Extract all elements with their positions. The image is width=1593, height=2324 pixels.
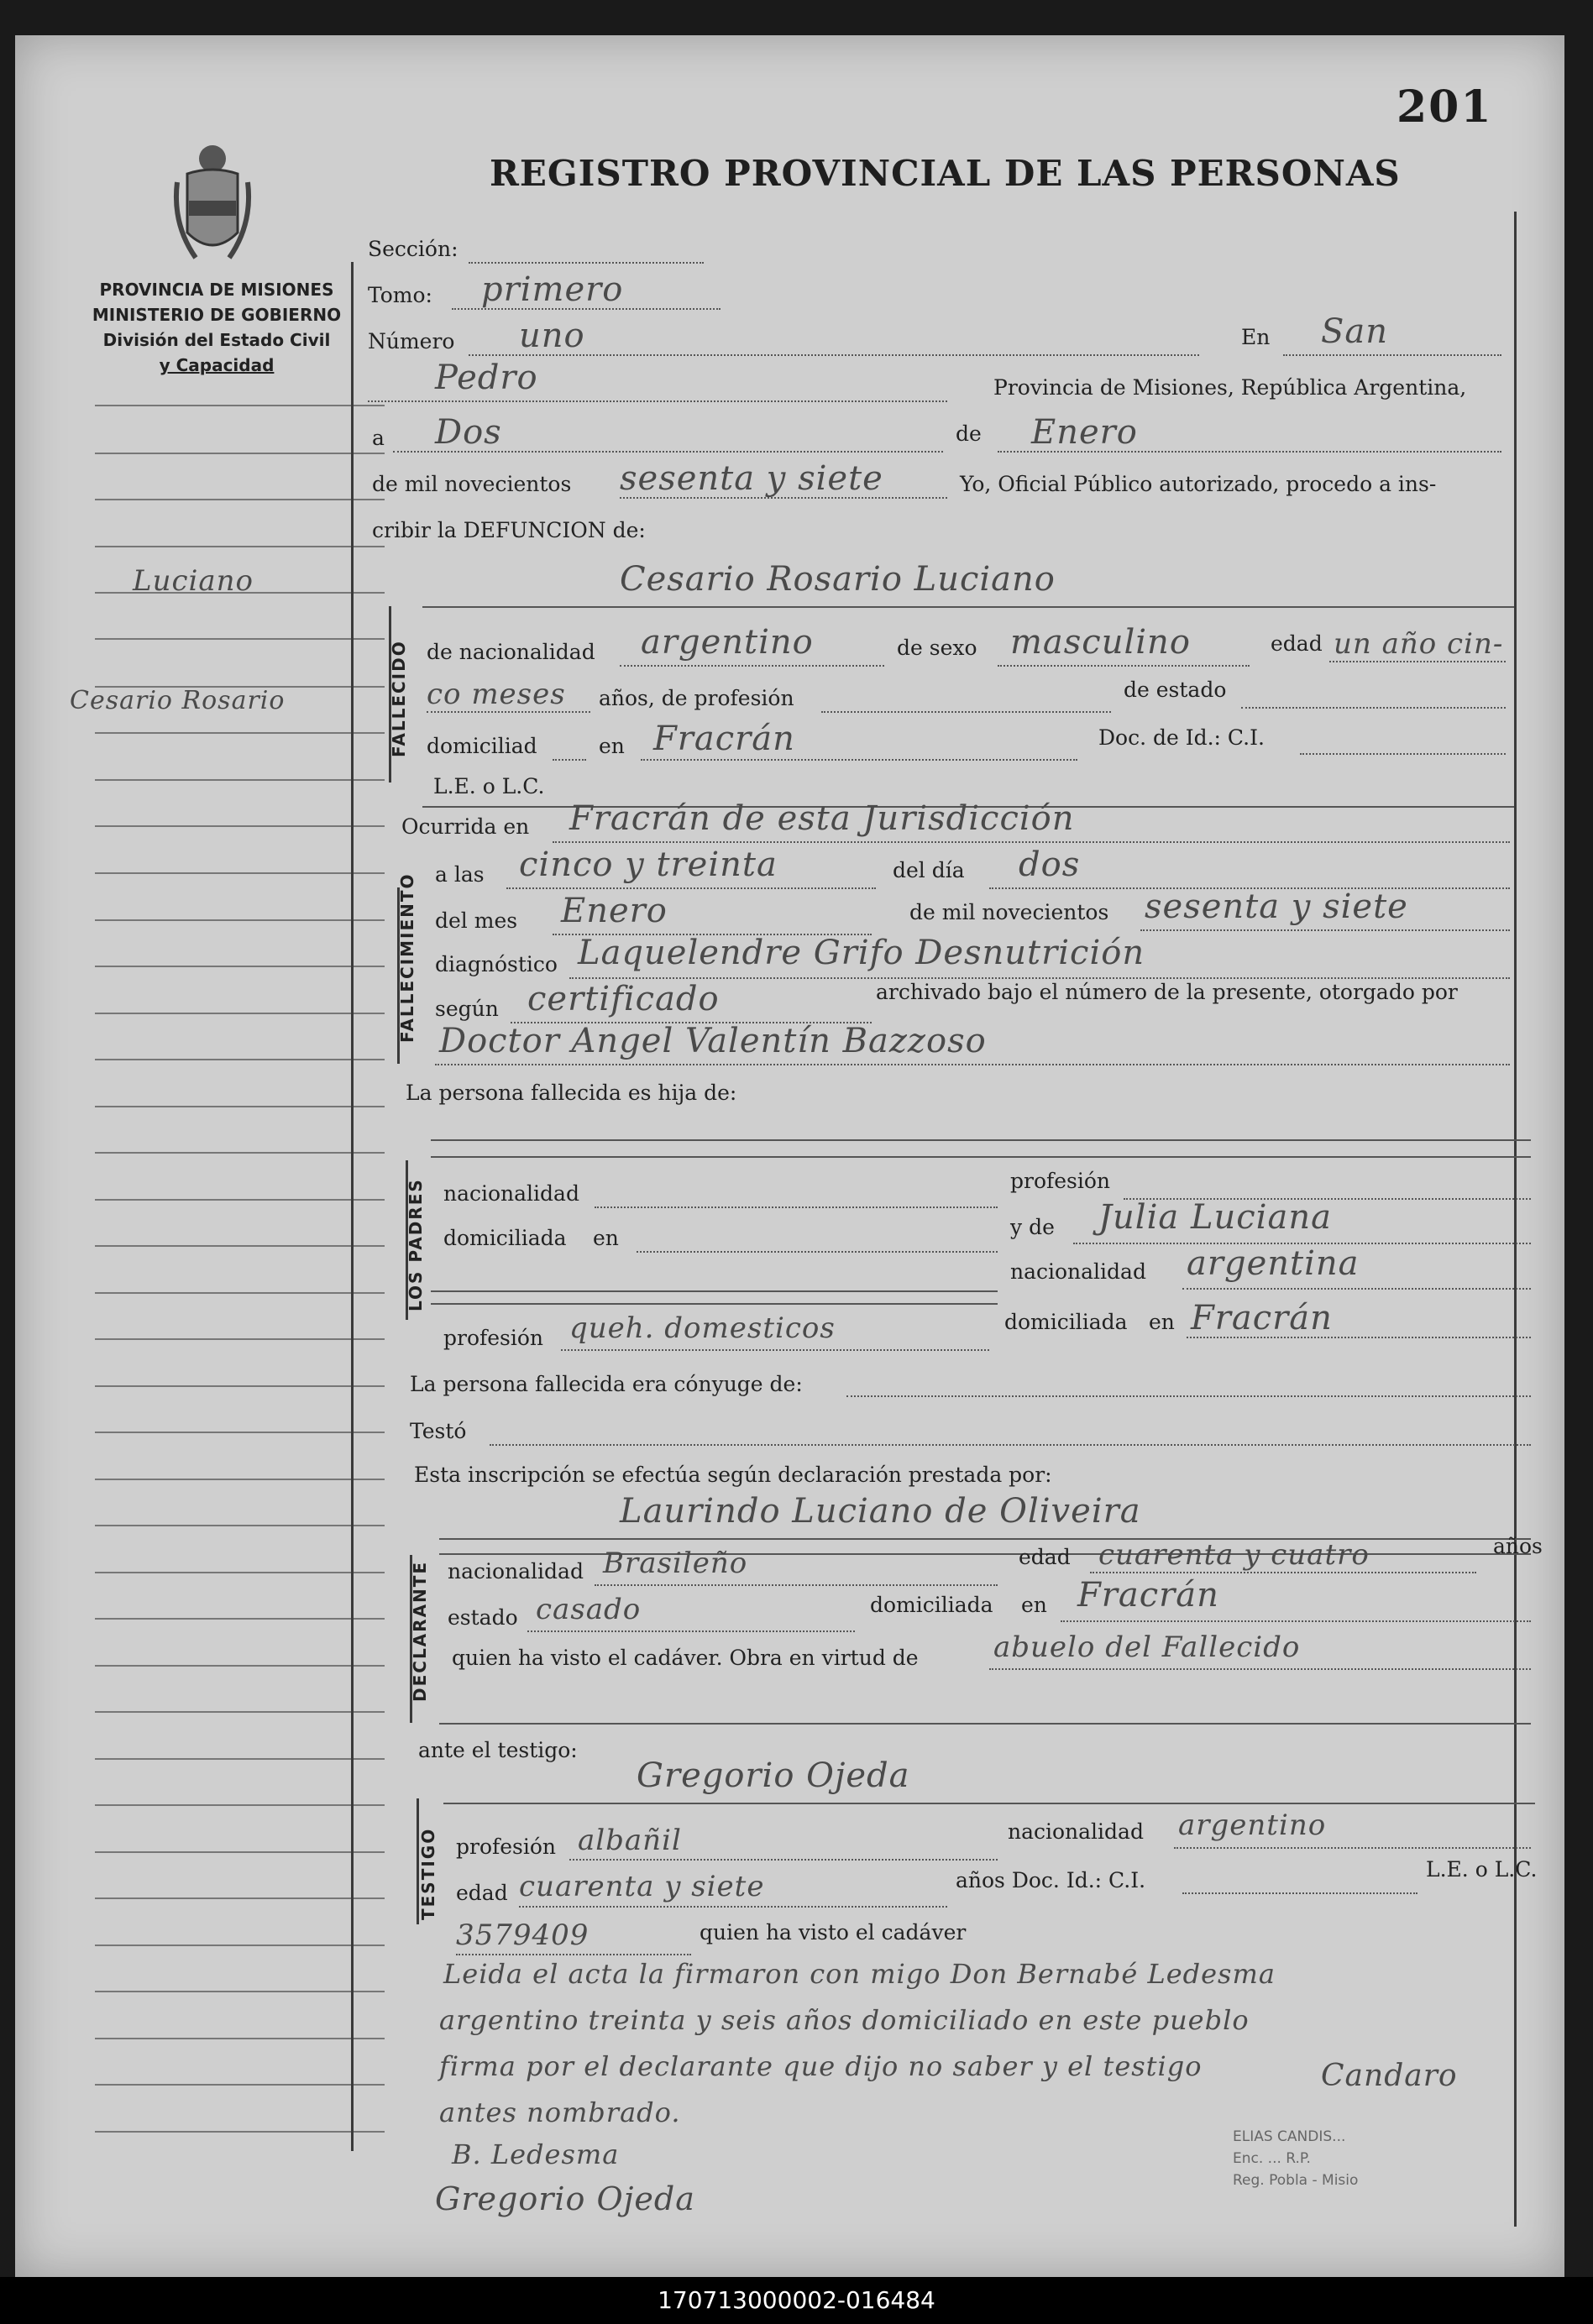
anio-field xyxy=(1140,929,1510,931)
declarante-side-label: DECLARANTE xyxy=(410,1560,430,1702)
margin-line xyxy=(95,1199,385,1201)
fallecido-doc-field xyxy=(1300,753,1506,755)
margin-line xyxy=(95,499,385,500)
testigo-side-label: TESTIGO xyxy=(418,1827,438,1920)
archivado-text: archivado bajo el número de la presente, otorgado por xyxy=(876,980,1458,1004)
place-value: Pedro xyxy=(435,359,538,397)
margin-line xyxy=(95,1245,385,1247)
margin-line xyxy=(95,1338,385,1340)
fallecimiento-side-label: FALLECIMIENTO xyxy=(397,872,417,1043)
left-divider xyxy=(351,262,354,2151)
seccion-label: Sección: xyxy=(368,237,459,261)
padres-nacionalidad2-value: argentina xyxy=(1187,1244,1360,1283)
ocurrida-value: Fracrán de esta Jurisdicción xyxy=(569,799,1075,838)
padres-profesion2-field xyxy=(561,1349,989,1351)
padres-top-rule-2 xyxy=(431,1156,1531,1158)
fallecido-domicilio-label: domiciliad xyxy=(427,734,537,758)
numero-label: Número xyxy=(368,329,455,353)
caption-capacity: y Capacidad xyxy=(159,355,275,375)
declarante-anos-label: años xyxy=(1493,1534,1543,1558)
ante-testigo-text: ante el testigo: xyxy=(418,1738,578,1762)
fallecido-edad-value-cont: co meses xyxy=(427,678,566,711)
del-mes-label: del mes xyxy=(435,908,518,933)
barcode-footer: 170713000002-016484 xyxy=(0,2277,1593,2324)
margin-note-surnames: Cesario Rosario xyxy=(70,686,286,715)
margin-line xyxy=(95,1059,385,1060)
declarante-edad-label: edad xyxy=(1019,1545,1071,1569)
fallecido-estado-label: de estado xyxy=(1124,678,1227,702)
fallecido-nacionalidad-field xyxy=(620,665,884,667)
year-value: sesenta y siete xyxy=(620,459,883,498)
margin-line xyxy=(95,2131,385,2133)
day-value: Dos xyxy=(435,413,502,452)
padres-profesion-label: profesión xyxy=(1010,1169,1111,1193)
fallecido-sexo-field xyxy=(998,665,1250,667)
margin-line xyxy=(95,1618,385,1620)
numero-value: uno xyxy=(519,317,585,355)
padres-side-label: LOS PADRES xyxy=(406,1178,426,1311)
padres-top-rule xyxy=(431,1139,1531,1141)
margin-line xyxy=(95,1385,385,1387)
fallecido-doc-label: Doc. de Id.: C.I. xyxy=(1098,725,1265,750)
mes-value: Enero xyxy=(561,892,668,930)
page-stamp-number: 201 xyxy=(1396,81,1493,133)
testo-field xyxy=(490,1444,1531,1446)
margin-line xyxy=(95,1711,385,1713)
padres-nacionalidad-label: nacionalidad xyxy=(443,1181,579,1206)
y-de-label: y de xyxy=(1010,1215,1055,1239)
a-las-label: a las xyxy=(435,862,485,887)
declarante-domiciliada-label: domiciliada xyxy=(870,1593,993,1617)
margin-line xyxy=(95,1013,385,1014)
signature-ojeda: Gregorio Ojeda xyxy=(435,2180,695,2217)
fallecido-edad-label: edad xyxy=(1271,631,1323,656)
fallecido-nacionalidad-label: de nacionalidad xyxy=(427,640,595,664)
argentina-coat-of-arms-icon xyxy=(170,140,254,266)
padres-en-label: en xyxy=(593,1226,619,1250)
declarante-bottom-rule xyxy=(439,1723,1531,1725)
declarante-nacionalidad-label: nacionalidad xyxy=(448,1559,584,1583)
padres-en2-label: en xyxy=(1149,1310,1175,1334)
margin-line xyxy=(95,1851,385,1853)
anio-label: de mil novecientos xyxy=(909,900,1109,924)
closing-line-4: antes nombrado. xyxy=(439,2096,681,2128)
seal-line-3: Reg. Pobla - Misio xyxy=(1233,2172,1359,2189)
margin-line xyxy=(95,1525,385,1526)
fallecido-edad-cont-field xyxy=(427,711,590,713)
testigo-cadaver-text: quien ha visto el cadáver xyxy=(700,1920,967,1945)
segun-value: certificado xyxy=(527,980,720,1018)
margin-line xyxy=(95,2084,385,2086)
caption-division: División del Estado Civil xyxy=(102,330,331,350)
declarante-domicilio-value: Fracrán xyxy=(1077,1576,1219,1615)
margin-line xyxy=(95,919,385,921)
official-seal xyxy=(1233,2126,1552,2227)
ocurrida-label: Ocurrida en xyxy=(401,814,530,839)
en-value: San xyxy=(1321,312,1389,351)
testigo-profesion-field xyxy=(569,1859,998,1861)
madre-value: Julia Luciana xyxy=(1098,1198,1332,1237)
testigo-top-rule xyxy=(443,1803,1535,1804)
doctor-value: Doctor Angel Valentín Bazzoso xyxy=(439,1022,987,1060)
padres-separator-2 xyxy=(431,1303,998,1305)
closing-line-1: Leida el acta la firmaron con migo Don Bernabé Ledesma xyxy=(443,1958,1276,1990)
declarante-edad-value: cuarenta y cuatro xyxy=(1098,1538,1370,1572)
margin-line xyxy=(95,1665,385,1667)
declarante-estado-value: casado xyxy=(536,1593,642,1626)
document-title: REGISTRO PROVINCIAL DE LAS PERSONAS xyxy=(490,153,1401,194)
testigo-profesion-value: albañil xyxy=(578,1824,682,1857)
declarante-domicilio-field xyxy=(1061,1620,1531,1622)
margin-line xyxy=(95,1292,385,1294)
declarante-nacionalidad-field xyxy=(595,1584,998,1586)
fallecido-anos-label: años, de profesión xyxy=(599,686,794,710)
margin-line xyxy=(95,453,385,454)
caption-province: PROVINCIA DE MISIONES xyxy=(99,280,334,300)
right-border xyxy=(1514,212,1517,2227)
fallecido-edad-field xyxy=(1329,661,1506,662)
margin-line xyxy=(95,1945,385,1946)
margin-line xyxy=(95,779,385,781)
fallecido-top-rule xyxy=(422,606,1514,608)
declarante-edad-field xyxy=(1090,1572,1476,1573)
testigo-edad-label: edad xyxy=(456,1881,508,1905)
padres-domicilio2-value: Fracrán xyxy=(1191,1299,1333,1337)
margin-line xyxy=(95,2038,385,2039)
tomo-value: primero xyxy=(481,270,624,309)
province-text: Provincia de Misiones, República Argentina, xyxy=(993,375,1467,400)
fallecido-side-label: FALLECIDO xyxy=(389,640,409,757)
fallecido-sexo-value: masculino xyxy=(1010,623,1191,662)
fallecido-domicilio-value: Fracrán xyxy=(653,720,795,758)
margin-line xyxy=(95,1152,385,1154)
month-value: Enero xyxy=(1031,413,1138,452)
signature-ledesma: B. Ledesma xyxy=(452,2138,620,2170)
fallecido-le-label: L.E. o L.C. xyxy=(433,774,545,798)
diagnostico-label: diagnóstico xyxy=(435,952,558,976)
margin-line xyxy=(95,1804,385,1806)
ocurrida-field xyxy=(553,841,1510,843)
testigo-nacionalidad-label: nacionalidad xyxy=(1008,1819,1144,1844)
seal-line-2: Enc. ... R.P. xyxy=(1233,2150,1311,2167)
fallecido-estado-field xyxy=(1241,707,1506,709)
padres-nacionalidad-field xyxy=(595,1206,998,1208)
declarante-estado-field xyxy=(527,1630,855,1632)
hora-value: cinco y treinta xyxy=(519,845,778,884)
inscribir-text: cribir la DEFUNCION de: xyxy=(372,518,646,542)
issuer-caption xyxy=(74,277,359,378)
en-field xyxy=(1283,354,1501,356)
margin-line xyxy=(95,825,385,827)
register-sheet xyxy=(15,35,1564,2277)
testigo-doc-field xyxy=(1182,1892,1417,1894)
padres-domiciliada2-label: domiciliada xyxy=(1004,1310,1128,1334)
fallecido-sexo-label: de sexo xyxy=(897,636,977,660)
margin-line xyxy=(95,1106,385,1107)
declarante-estado-label: estado xyxy=(448,1605,518,1630)
testigo-nacionalidad-value: argentino xyxy=(1178,1808,1327,1842)
dia-value: dos xyxy=(1019,845,1081,884)
fallecido-domicilio-suffix-field xyxy=(553,759,586,761)
seccion-field xyxy=(469,262,704,264)
testigo-doc-number: 3579409 xyxy=(456,1918,590,1952)
declarante-name-value: Laurindo Luciano de Oliveira xyxy=(620,1492,1141,1531)
de-label: de xyxy=(956,421,982,446)
closing-line-3: firma por el declarante que dijo no saber y el testigo xyxy=(439,2050,1203,2082)
fallecido-name-value: Cesario Rosario Luciano xyxy=(620,560,1056,599)
margin-line xyxy=(95,966,385,967)
diagnostico-field xyxy=(569,977,1510,979)
testigo-nacionalidad-field xyxy=(1174,1847,1531,1849)
testigo-profesion-label: profesión xyxy=(456,1835,557,1859)
fallecido-profesion-field xyxy=(821,711,1111,713)
declarante-virtud-field xyxy=(989,1668,1531,1670)
fallecido-en-label: en xyxy=(599,734,625,758)
hija-text: La persona fallecida es hija de: xyxy=(406,1081,737,1105)
margin-line xyxy=(95,1897,385,1899)
fallecido-nacionalidad-value: argentino xyxy=(641,623,814,662)
margin-note-first-name: Luciano xyxy=(133,564,254,598)
testigo-le-label: L.E. o L.C. xyxy=(1426,1857,1538,1882)
padres-profesion2-label: profesión xyxy=(443,1326,544,1350)
doctor-field xyxy=(435,1064,1510,1065)
tomo-label: Tomo: xyxy=(368,283,432,307)
margin-line xyxy=(95,1432,385,1433)
segun-label: según xyxy=(435,997,499,1021)
declarante-nacionalidad-value: Brasileño xyxy=(603,1547,748,1580)
testigo-doc-number-field xyxy=(456,1954,691,1955)
margin-line xyxy=(95,872,385,874)
margin-line xyxy=(95,1572,385,1573)
declarante-en-label: en xyxy=(1021,1593,1047,1617)
margin-line xyxy=(95,546,385,547)
del-dia-label: del día xyxy=(893,858,965,882)
signature-official: Candaro xyxy=(1321,2059,1458,2093)
conyuge-field xyxy=(846,1395,1531,1397)
officer-text: Yo, Oficial Público autorizado, procedo a ins- xyxy=(960,472,1437,496)
padres-profesion2-value: queh. domesticos xyxy=(569,1311,836,1345)
hora-field xyxy=(506,887,876,889)
declarante-virtud-value: abuelo del Fallecido xyxy=(993,1630,1301,1664)
seal-line-1: ELIAS CANDIS... xyxy=(1233,2128,1346,2145)
testigo-name-value: Gregorio Ojeda xyxy=(637,1756,910,1795)
padres-nacionalidad2-label: nacionalidad xyxy=(1010,1259,1146,1284)
diagnostico-value: Laquelendre Grifo Desnutrición xyxy=(578,934,1145,972)
margin-line xyxy=(95,732,385,734)
conyuge-text: La persona fallecida era cónyuge de: xyxy=(410,1372,803,1396)
padres-domicilio-field xyxy=(637,1251,998,1253)
fallecido-edad-value: un año cin- xyxy=(1334,627,1504,661)
padres-separator xyxy=(431,1290,998,1292)
a-label: a xyxy=(372,426,385,450)
closing-line-2: argentino treinta y seis años domiciliado en este pueblo xyxy=(439,2004,1250,2036)
padres-domiciliada-label: domiciliada xyxy=(443,1226,567,1250)
declaracion-text: Esta inscripción se efectúa según declaración prestada por: xyxy=(414,1463,1052,1487)
caption-ministry: MINISTERIO DE GOBIERNO xyxy=(92,305,342,325)
testo-label: Testó xyxy=(410,1419,467,1443)
testigo-anos-doc-label: años Doc. Id.: C.I. xyxy=(956,1868,1146,1892)
margin-line xyxy=(95,1758,385,1760)
testigo-edad-field xyxy=(519,1906,947,1908)
place-field xyxy=(368,400,947,402)
declarante-cadaver-text: quien ha visto el cadáver. Obra en virtud de xyxy=(452,1646,919,1670)
padres-nacionalidad2-field xyxy=(1182,1288,1531,1290)
fallecido-domicilio-field xyxy=(641,759,1077,761)
margin-line xyxy=(95,405,385,406)
margin-line xyxy=(95,1479,385,1480)
year-label: de mil novecientos xyxy=(372,472,572,496)
margin-line xyxy=(95,1991,385,1992)
anio-value: sesenta y siete xyxy=(1145,887,1408,926)
margin-line xyxy=(95,638,385,640)
testigo-edad-value: cuarenta y siete xyxy=(519,1870,765,1903)
en-label: En xyxy=(1241,325,1271,349)
